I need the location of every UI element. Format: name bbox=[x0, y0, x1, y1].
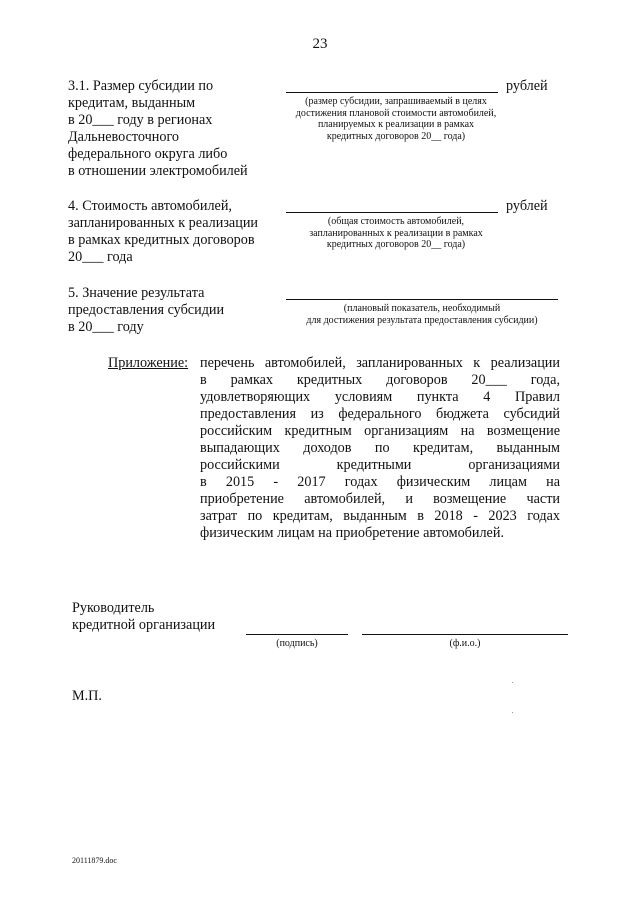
scan-speck bbox=[512, 712, 513, 713]
appendix-line: удовлетворяющих условиям пункта 4 Правил bbox=[200, 389, 560, 405]
item-subsidy-unit: рублей bbox=[506, 78, 548, 94]
appendix-line: затрат по кредитам, выданным в 2018 - 2023 годах bbox=[200, 508, 560, 524]
item-cost-label: 4. Стоимость автомобилей, запланированных к реализации в рамках кредитных договоров 20___ года bbox=[68, 198, 259, 265]
appendix-line: перечень автомобилей, запланированных к реализации bbox=[200, 355, 560, 371]
appendix-title: Приложение: bbox=[108, 355, 189, 371]
item-cost-unit: рублей bbox=[506, 198, 548, 214]
appendix-line: российским кредитным организациям на возмещение bbox=[200, 423, 560, 439]
item-cost-field-line[interactable] bbox=[286, 212, 498, 213]
item-result-label: 5. Значение результата предоставления субсидии в 20___ году bbox=[68, 285, 225, 335]
signature-line[interactable] bbox=[246, 634, 348, 635]
full-name-line[interactable] bbox=[362, 634, 568, 635]
file-name-footer: 20111879.doc bbox=[72, 856, 117, 865]
stamp-placeholder: М.П. bbox=[72, 688, 102, 704]
appendix-line: в рамках кредитных договоров 20___ года, bbox=[200, 372, 560, 388]
full-name-caption: (ф.и.о.) bbox=[449, 638, 481, 649]
item-result-field-line[interactable] bbox=[286, 299, 558, 300]
appendix-line: физическим лицам на приобретение автомобилей. bbox=[200, 525, 504, 541]
appendix-line: приобретение автомобилей, и возмещение части bbox=[200, 491, 560, 507]
appendix-line: российскими кредитными организациями bbox=[200, 457, 560, 473]
appendix-line: предоставления из федерального бюджета субсидий bbox=[200, 406, 560, 422]
signature-caption: (подпись) bbox=[276, 638, 318, 649]
item-subsidy-field-line[interactable] bbox=[286, 92, 498, 93]
appendix-body bbox=[200, 355, 560, 542]
item-cost-caption: (общая стоимость автомобилей, запланированных к реализации в рамках кредитных договоров 20__ года) bbox=[309, 216, 483, 250]
appendix-line: выпадающих доходов по кредитам, выданным bbox=[200, 440, 560, 456]
item-subsidy-label: 3.1. Размер субсидии по кредитам, выданным в 20___ году в регионах Дальневосточного федерального округа либо в отношении электромобилей bbox=[68, 78, 248, 179]
item-result-caption: (плановый показатель, необходимый для достижения результата предоставления субсидии) bbox=[306, 303, 538, 326]
scan-speck bbox=[512, 682, 513, 683]
appendix-line: в 2015 - 2017 годах физическим лицам на bbox=[200, 474, 560, 490]
signature-label: Руководитель кредитной организации bbox=[72, 600, 216, 633]
item-subsidy-caption: (размер субсидии, запрашиваемый в целях достижения плановой стоимости автомобилей, планируемых к реализации в рамках кредитных договоров 20__ года) bbox=[295, 96, 497, 142]
page-number: 23 bbox=[312, 36, 328, 52]
